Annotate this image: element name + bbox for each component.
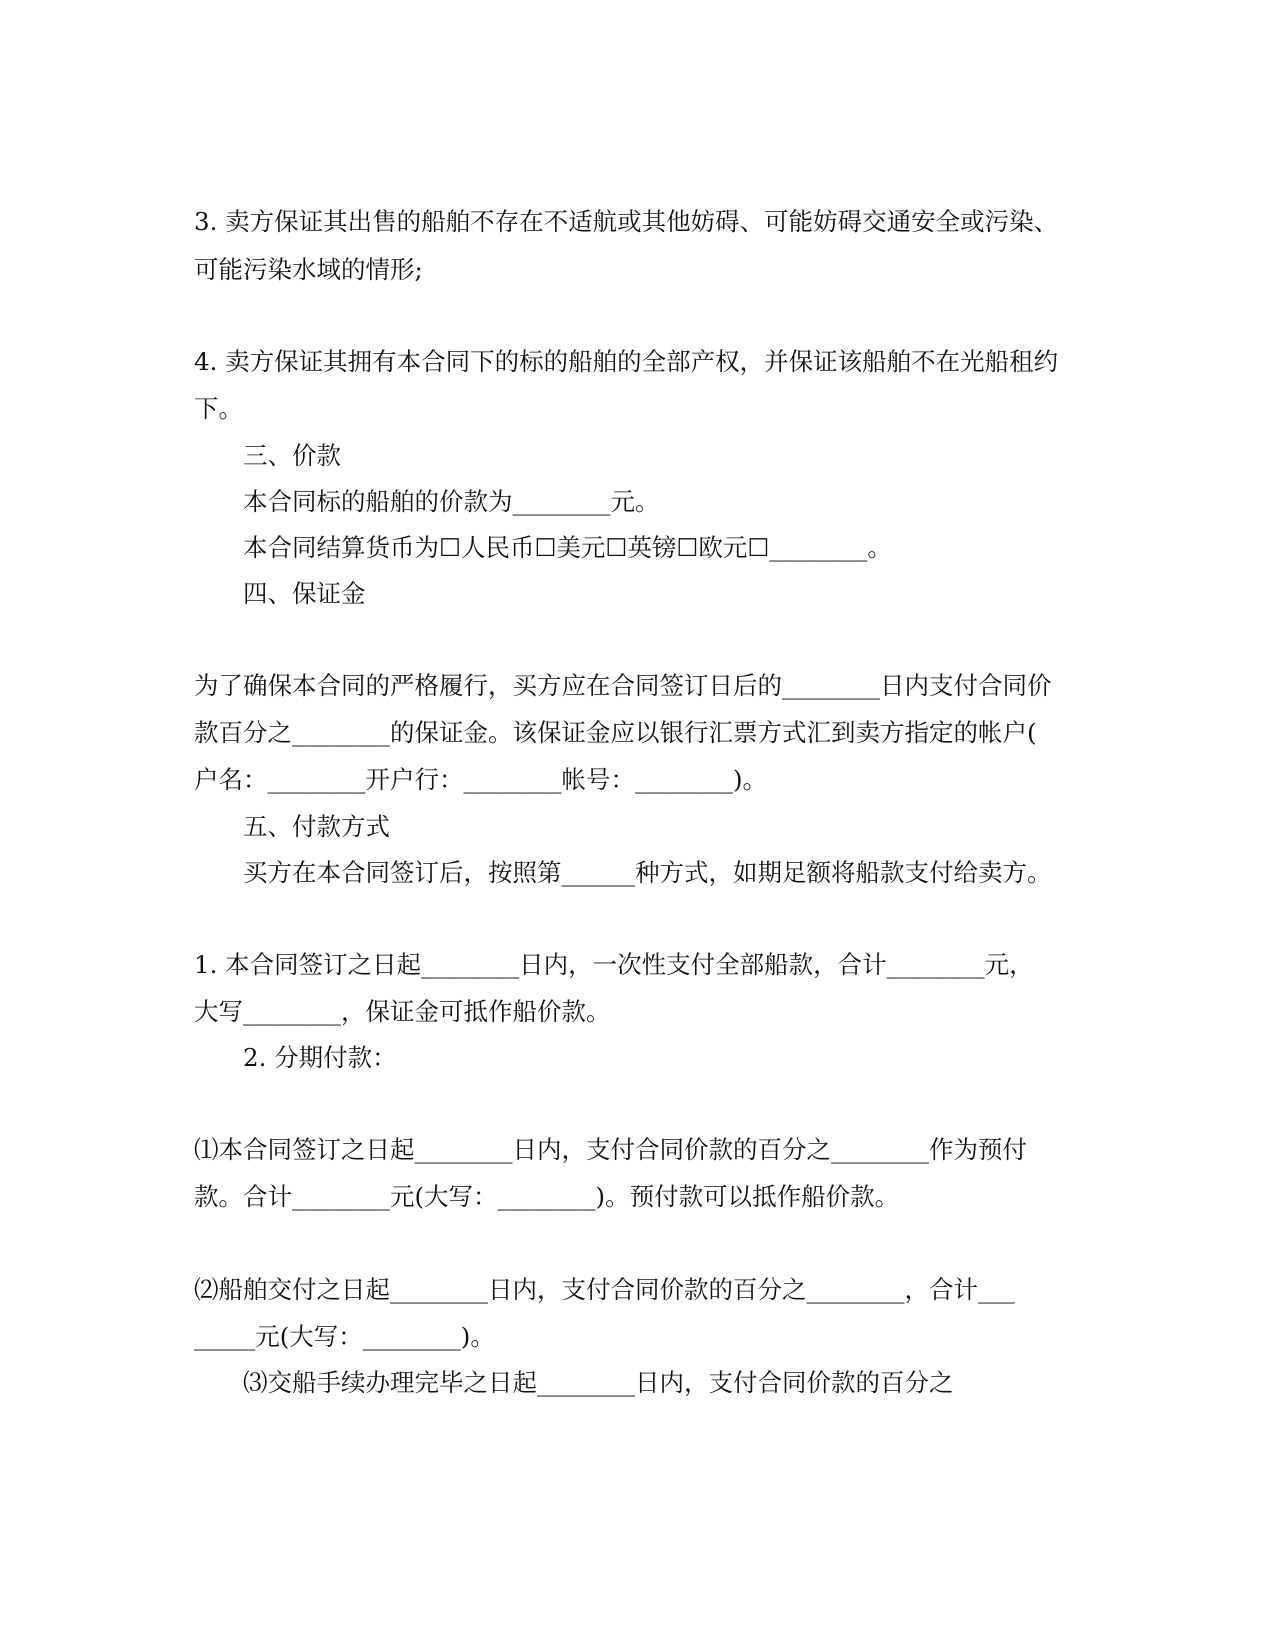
- section-4-line-3: 户名：________开户行：________帐号：________)。: [194, 765, 768, 794]
- option-2-heading: 2. 分期付款：: [243, 1043, 397, 1072]
- clause-3-line-2: 可能污染水域的情形;: [194, 255, 423, 284]
- installment-2-line-1: ⑵船舶交付之日起________日内，支付合同价款的百分之________，合计___: [194, 1275, 1015, 1304]
- installment-3-line-1: ⑶交船手续办理完毕之日起________日内，支付合同价款的百分之: [243, 1368, 954, 1397]
- section-3-currency: 本合同结算货币为☐人民币☐美元☐英镑☐欧元☐________。: [243, 533, 892, 562]
- option-1-line-2: 大写________，保证金可抵作船价款。: [194, 997, 611, 1026]
- clause-4-line-2: 下。: [194, 394, 243, 423]
- installment-2-line-2: _____元(大写：________)。: [194, 1322, 495, 1351]
- section-3-heading: 三、价款: [243, 441, 341, 470]
- installment-1-line-1: ⑴本合同签订之日起________日内，支付合同价款的百分之________作为预付: [194, 1135, 1027, 1164]
- section-4-heading: 四、保证金: [243, 579, 366, 608]
- installment-1-line-2: 款。合计________元(大写：________)。预付款可以抵作船价款。: [194, 1182, 900, 1211]
- clause-4-line-1: 4. 卖方保证其拥有本合同下的标的船舶的全部产权，并保证该船舶不在光船租约: [194, 347, 1059, 376]
- clause-3-line-1: 3. 卖方保证其出售的船舶不存在不适航或其他妨碍、可能妨碍交通安全或污染、: [194, 207, 1059, 236]
- section-4-line-1: 为了确保本合同的严格履行，买方应在合同签订日后的________日内支付合同价: [194, 671, 1052, 700]
- section-3-price: 本合同标的船舶的价款为________元。: [243, 487, 660, 516]
- option-1-line-1: 1. 本合同签订之日起________日内，一次性支付全部船款，合计________元，: [194, 950, 1034, 979]
- section-4-line-2: 款百分之________的保证金。该保证金应以银行汇票方式汇到卖方指定的帐户(: [194, 718, 1037, 747]
- section-5-intro: 买方在本合同签订后，按照第______种方式，如期足额将船款支付给卖方。: [243, 858, 1052, 887]
- section-5-heading: 五、付款方式: [243, 812, 390, 841]
